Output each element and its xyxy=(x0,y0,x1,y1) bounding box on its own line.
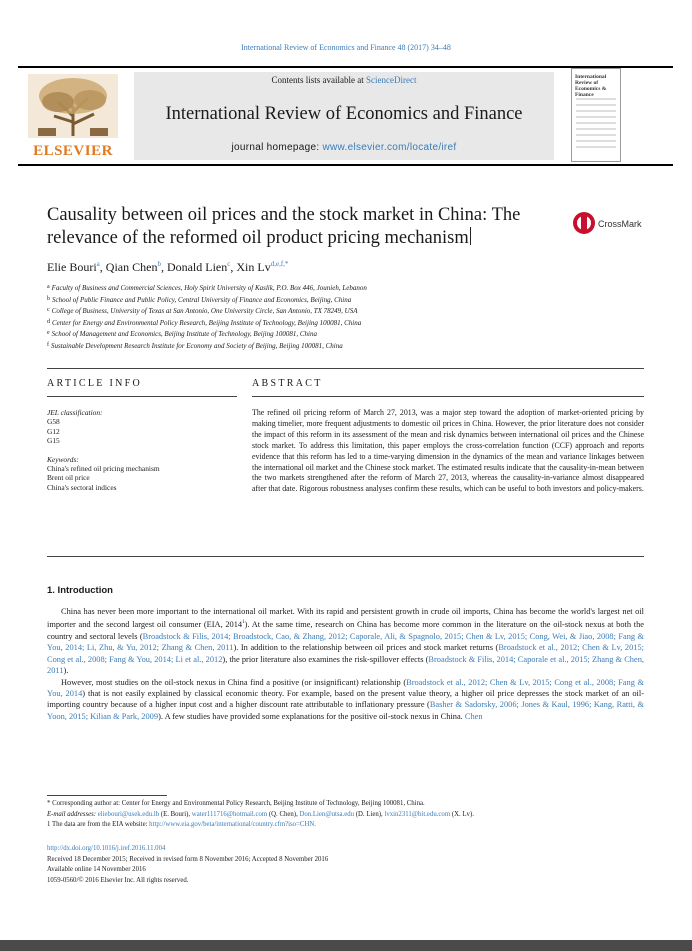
keyword: China's sectoral indices xyxy=(47,482,117,492)
citation-link[interactable]: Basher & Sadorsky, 2006; Jones & Kaul, 1996; Kang, Ratti, & Yoon, 2015; Kilian & Park, 2009 xyxy=(47,700,644,721)
keywords-label: Keywords: xyxy=(47,454,79,464)
affiliation: b School of Public Finance and Public Policy, Central University of Finance and Economics, Beijing, China xyxy=(47,295,352,304)
author[interactable]: Elie Bouri xyxy=(47,260,97,274)
keyword: Brent oil price xyxy=(47,473,90,483)
paragraph: China has never been more important to the international oil market. With its rapid and persistent growth in crude oil imports, China has become the world's largest net oil importer and the second largest oil consumer (EIA, 2014$^1$). At the same time, research on China has become more common in the literature on the oil-stock nexus at both the country and sectoral levels (Broadstock & Filis, 2014; Broadstock, Cao, & Zhang, 2012; Caporale, Ali, & Spagnolo, 2015; Chen & Lv, 2015; Cong, Wei, & Jiao, 2008; Fang & You, 2014; Li, Zhu, & Yu, 2012; Zhang & Chen, 2011). In addition to the relationship between oil prices and stock market returns (Broadstock et al., 2012; Chen & Lv, 2015; Cong et al., 2008; Fang & You, 2014; Li et al., 2012), the prior literature also examines the risk-spillover effects (Broadstock & Filis, 2014; Caporale et al., 2015; Zhang & Chen, 2011). xyxy=(47,607,644,676)
jel-code: G15 xyxy=(47,436,60,446)
affiliation: e School of Management and Economics, Beijing Institute of Technology, Beijing 100081, China xyxy=(47,330,317,339)
citation-link[interactable]: Chen xyxy=(464,711,483,721)
citation-link[interactable]: Broadstock & Filis, 2014; Caporale et al., 2015; Zhang & Chen, 2011 xyxy=(47,654,644,676)
email-link[interactable]: water111716@hotmail.com xyxy=(191,810,268,818)
banner-bottom-rule xyxy=(18,164,673,166)
received-dates: Received 18 December 2015; Received in revised form 8 November 2016; Accepted 8 November 2016 xyxy=(47,855,329,863)
author-list: Elie Bouri$^a$, Qian Chen$^b$, Donald Lien$^c$, Xin $Lv^{d,e,f,*}$ xyxy=(47,260,289,274)
affiliations xyxy=(47,282,647,352)
email-link[interactable]: lvxin2311@bit.edu.com xyxy=(384,810,451,818)
author[interactable]: Donald Lien xyxy=(166,260,228,274)
corresponding-author-note: * Corresponding author at: Center for Energy and Environmental Policy Research, Beijing Institute of Technology, Beijing 100081, China. xyxy=(47,800,425,807)
doi-link[interactable]: http://dx.doi.org/10.1016/j.iref.2016.11.004 xyxy=(47,845,166,852)
keyword: China's refined oil pricing mechanism xyxy=(47,464,160,474)
divider xyxy=(47,368,644,369)
footnote-rule xyxy=(47,795,167,796)
cover-title: International Review of Economics & Finance xyxy=(575,74,607,98)
copyright: 1059-0560/© 2016 Elsevier Inc. All rights reserved. xyxy=(47,876,189,884)
section-heading: 1. Introduction xyxy=(47,585,113,596)
publication-info xyxy=(47,844,447,886)
crossmark-label[interactable]: CrossMark xyxy=(598,219,642,229)
affiliation: c College of Business, University of Texas at San Antonio, One University Circle, San Antonio, TX 78249, USA xyxy=(47,307,358,316)
jel-code: G58 xyxy=(47,417,60,427)
bottom-band xyxy=(0,940,692,951)
article-info-heading: ARTICLE INFO xyxy=(47,378,143,389)
divider xyxy=(252,396,644,397)
abstract-text: The refined oil pricing reform of March 27, 2013, was a major step toward the adoption of market-oriented pricing by making timelier, more frequent adjustments to domestic oil prices in China. However, the prior literature does not consider the impact of this reform in its assessment of the mean and risk dynamics between international oil prices and the Chinese stock market. To address this limitation, this paper employs the cross-correlation function (CCF) approach and reports evidence that this reform has led to a time-varying dimension in the dynamics of the mean and variance linkages between the international oil market and the Chinese stock market. The estimated results indicate that the causality-in-mean between the two markets strengthened after the reform of March 27, 2013, whereas the causality-in-variance almost disappeared after that date. Rigorous robustness analyses confirm these results, which can be useful to both investors and policy-makers. xyxy=(252,408,644,494)
citation-link[interactable]: Broadstock et al., 2012; Chen & Lv, 2015; Cong et al., 2008; Fang & You, 2014; Li et al., 2012 xyxy=(47,643,644,664)
available-online: Available online 14 November 2016 xyxy=(47,866,146,873)
article-info-panel xyxy=(47,408,247,492)
data-source-note: 1 The data are from the EIA website: http://www.eia.gov/beta/international/country.cfm?iso=CHN. xyxy=(47,821,316,828)
author[interactable]: Xin Lv xyxy=(236,260,271,274)
elsevier-logo-text: ELSEVIER xyxy=(33,143,113,159)
author[interactable]: Qian Chen xyxy=(105,260,158,274)
journal-title: International Review of Economics and Finance xyxy=(165,104,523,124)
email-note: E-mail addresses: eliebouri@usek.edu.lb (E. Bouri), water111716@hotmail.com (Q. Chen), Don.Lien@utsa.edu (D. Lien), lvxin2311@bit.edu.com (X. Lv). xyxy=(47,810,474,818)
sciencedirect-link[interactable]: ScienceDirect xyxy=(366,75,417,85)
affiliation: a Faculty of Business and Commercial Sciences, Holy Spirit University of Kaslik, P.O. Box 446, Jounieh, Lebanon xyxy=(47,284,367,292)
divider xyxy=(47,556,644,557)
jel-label: JEL classification: xyxy=(47,408,103,417)
eia-link[interactable]: http://www.eia.gov/beta/international/country.cfm?iso=CHN. xyxy=(149,821,316,828)
jel-code: G12 xyxy=(47,426,60,436)
affiliation: f Sustainable Development Research Institute for Economy and Society of Beijing, Beijing 100081, China xyxy=(47,341,343,350)
text-cursor xyxy=(470,227,471,245)
journal-reference[interactable]: International Review of Economics and Finance 48 (2017) 34–48 xyxy=(241,43,451,52)
paragraph: However, most studies on the oil-stock nexus in China find a positive (or insignificant) relationship (Broadstock et al., 2012; Chen & Lv, 2015; Cong et al., 2008; Fang & You, 2014) that is not easily explained by classical economic theory. For example, based on the present value theory, a higher oil price depresses the stock market of an oil-importing country because of a higher input cost and a higher discount rate attributable to inflationary pressure (Basher & Sadorsky, 2006; Jones & Kaul, 1996; Kang, Ratti, & Yoon, 2015; Kilian & Park, 2009). A few studies have provided some explanations for the positive oil-stock nexus in China. Chen xyxy=(47,677,644,721)
email-link[interactable]: Don.Lien@utsa.edu xyxy=(299,810,355,818)
introduction-body xyxy=(47,606,644,722)
citation-link[interactable]: Broadstock et al., 2012; Chen & Lv, 2015; Cong et al., 2008; Fang & You, 2014 xyxy=(47,677,644,698)
email-link[interactable]: eliebouri@usek.edu.lb xyxy=(97,810,160,818)
abstract-heading: ABSTRACT xyxy=(252,378,323,389)
divider xyxy=(47,396,237,397)
citation-link[interactable]: Broadstock & Filis, 2014; Broadstock, Cao, & Zhang, 2012; Caporale, Ali, & Spagnolo, 2015; Chen & Lv, 2015; Cong, Wei, & Jiao, 2008; Fang & You, 2014; Li, Zhu, & Yu, 2012; Zhang & Chen, 2011 xyxy=(47,631,644,653)
contents-line: Contents lists available at ScienceDirect xyxy=(271,75,417,85)
affiliation: d Center for Energy and Environmental Policy Research, Beijing Institute of Technology, Beijing 100081, China xyxy=(47,318,362,327)
paper-title: Causality between oil prices and the stock market in China: The relevance of the reformed oil product pricing mechanism xyxy=(47,205,521,248)
journal-homepage: journal homepage: www.elsevier.com/locate/iref xyxy=(231,142,457,153)
homepage-link[interactable]: www.elsevier.com/locate/iref xyxy=(322,142,457,153)
footnotes xyxy=(47,799,647,831)
